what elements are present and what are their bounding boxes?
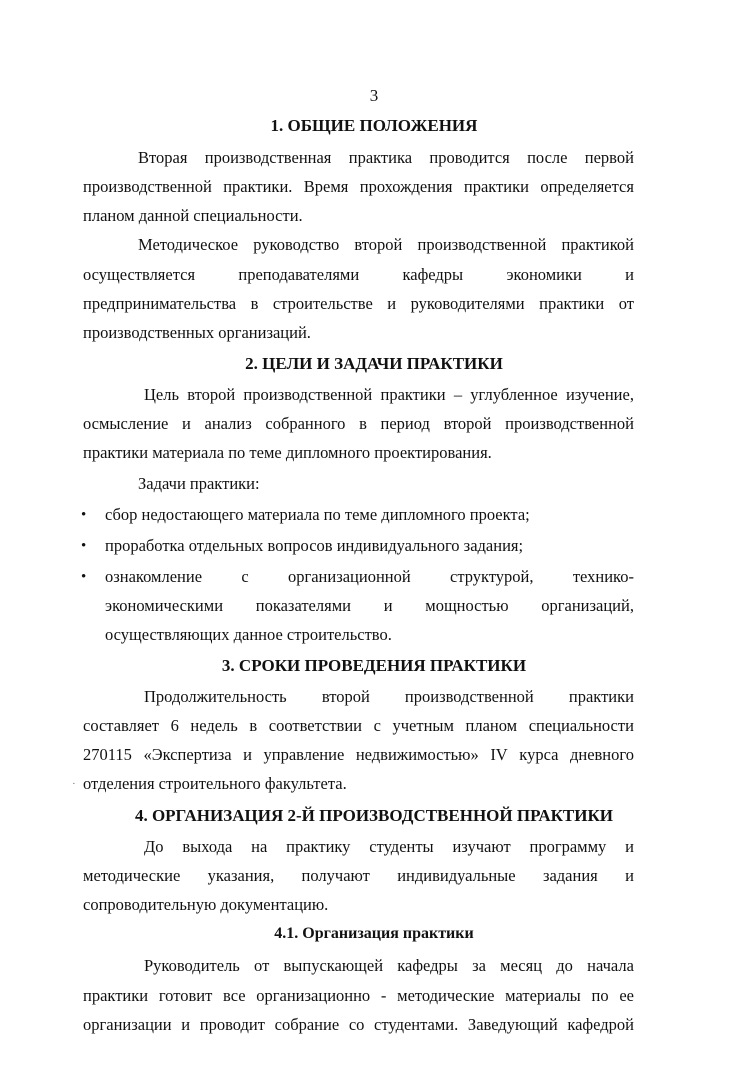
word: экономики [506,265,582,284]
word: выхода [182,837,233,856]
word: проводится [429,148,510,167]
word: организационной [287,567,411,586]
word: «Экспертиза [143,745,232,764]
word: Продолжительность [144,687,287,706]
word: студентами. [374,1015,459,1034]
word: производственной [404,687,534,706]
s2-task-3-line-2 [105,596,634,616]
s1-p2-line-2 [83,265,634,285]
s3-p1-line-1 [144,687,634,707]
word: Руководитель [144,956,240,975]
word: второй [187,385,236,404]
word: после [527,148,568,167]
word: методические [397,986,495,1005]
word: готовит [158,986,213,1005]
word: за [472,956,486,975]
s2-task-3-line-1 [105,567,634,587]
bullet-icon: • [81,538,87,554]
word: изучают [452,837,511,856]
word: с [373,716,381,735]
scan-artifact: · [72,778,76,790]
s4-p1-line-3: сопроводительную документацию. [83,895,329,914]
word: практики [568,687,634,706]
word: и [625,265,634,284]
s4-p1-line-1 [144,837,634,857]
word: со [348,1015,365,1034]
word: первой [584,148,634,167]
bullet-icon: • [81,507,87,523]
word: с [241,567,249,586]
word: в [250,294,259,313]
s2-task-1: сбор недостающего материала по теме дипломного проекта; [105,505,530,524]
word: второй [354,235,403,254]
s4-p2-line-3 [83,1015,634,1035]
word: преподавателями [238,265,360,284]
word: организаций, [541,596,634,615]
word: анализ [204,414,252,433]
word: организационно [256,986,371,1005]
word: 6 [170,716,179,735]
word: Заведующий [467,1015,558,1034]
word: практику [286,837,351,856]
word: до [556,956,573,975]
word: кафедры [402,265,464,284]
word: соответствии [268,716,362,735]
word: составляет [83,716,159,735]
word: IV [490,745,508,764]
word: кафедры [397,956,458,975]
word: проводит [199,1015,265,1034]
word: ее [619,986,634,1005]
word: программу [529,837,607,856]
word: 270115 [83,745,132,764]
s2-p1-line-3: практики материала по теме дипломного проектирования. [83,443,492,462]
word: выпускающей [283,956,384,975]
word: руководителями [410,294,525,313]
word: Вторая [138,148,188,167]
word: и [243,745,252,764]
word: от [618,294,634,313]
section-1-heading: 1. ОБЩИЕ ПОЛОЖЕНИЯ [270,116,478,135]
word: осмысление [83,414,169,433]
word: и [181,1015,191,1034]
word: практики [463,177,529,196]
word: и [625,837,634,856]
s1-p2-line-1 [138,235,634,255]
word: Цель [144,385,179,404]
word: прохождения [359,177,453,196]
word: и [625,866,634,885]
s4-p2-line-2 [83,986,634,1006]
word: практики [380,385,446,404]
word: углубленное [470,385,558,404]
word: от [254,956,270,975]
word: студенты [369,837,434,856]
word: в [359,414,367,433]
word: материалы [505,986,581,1005]
word: месяц [500,956,543,975]
section-2-heading: 2. ЦЕЛИ И ЗАДАЧИ ПРАКТИКИ [245,354,503,373]
word: мощностью [425,596,509,615]
s1-p2-line-4: производственных организаций. [83,323,311,342]
word: Время [303,177,349,196]
word: До [144,837,164,856]
word: учетным [392,716,454,735]
word: Методическое [138,235,239,254]
word: практики. [223,177,293,196]
word: изучение, [565,385,634,404]
s2-p1-line-1 [144,385,634,405]
word: - [380,986,387,1005]
s3-p1-line-4: отделения строительного факультета. [83,774,347,793]
word: производственная [204,148,332,167]
word: задания [542,866,598,885]
word: строительстве [272,294,373,313]
word: индивидуальные [397,866,516,885]
section-3-heading: 3. СРОКИ ПРОВЕДЕНИЯ ПРАКТИКИ [221,656,527,675]
bullet-icon: • [81,569,87,585]
word: курса [519,745,559,764]
s4-p1-line-2 [83,866,634,886]
word: собрание [274,1015,340,1034]
word: производственной [417,235,547,254]
s3-p1-line-3 [83,745,634,765]
word: предпринимательства [83,294,237,313]
s1-p1-line-3: планом данной специальности. [83,206,303,225]
word: практики [539,294,605,313]
s3-p1-line-2 [83,716,634,736]
word: период [380,414,430,433]
word: дневного [569,745,634,764]
word: практика [348,148,413,167]
word: получают [301,866,370,885]
word: осуществляется [83,265,196,284]
word: методические [83,866,181,885]
word: практики [83,986,149,1005]
word: ознакомление [105,567,203,586]
word: организации [83,1015,172,1034]
word: в [249,716,258,735]
word: структурой, [450,567,534,586]
word: недель [190,716,238,735]
word: все [223,986,246,1005]
word: специальности [528,716,634,735]
page-number: 3 [369,86,379,105]
s2-tasks-label: Задачи практики: [138,474,260,493]
word: определяется [540,177,634,196]
s1-p1-line-1 [138,148,634,168]
subsection-4-1-heading: 4.1. Организация практики [274,925,474,942]
word: технико- [572,567,634,586]
word: практикой [561,235,634,254]
s2-task-2: проработка отдельных вопросов индивидуального задания; [105,536,524,555]
section-4-heading: 4. ОРГАНИЗАЦИЯ 2-Й ПРОИЗВОДСТВЕННОЙ ПРАКТИКИ [134,806,614,825]
word: недвижимостью» [355,745,479,764]
s2-p1-line-2 [83,414,634,434]
s1-p2-line-3 [83,294,634,314]
s1-p1-line-2 [83,177,634,197]
word: начала [587,956,634,975]
word: показателями [255,596,351,615]
word: по [591,986,609,1005]
s4-p2-line-1 [144,956,634,976]
s2-task-3-line-3: осуществляющих данное строительство. [105,625,392,644]
word: второй [443,414,492,433]
word: экономическими [105,596,224,615]
word: указания, [207,866,275,885]
word: на [251,837,268,856]
word: – [453,385,463,404]
word: производственной [505,414,634,433]
word: и [383,596,393,615]
word: планом [465,716,518,735]
word: и [182,414,191,433]
word: собранного [265,414,346,433]
word: второй [321,687,370,706]
word: производственной [243,385,373,404]
word: производственной [83,177,212,196]
word: кафедрой [567,1015,634,1034]
word: и [387,294,397,313]
word: управление [263,745,345,764]
word: руководство [253,235,340,254]
